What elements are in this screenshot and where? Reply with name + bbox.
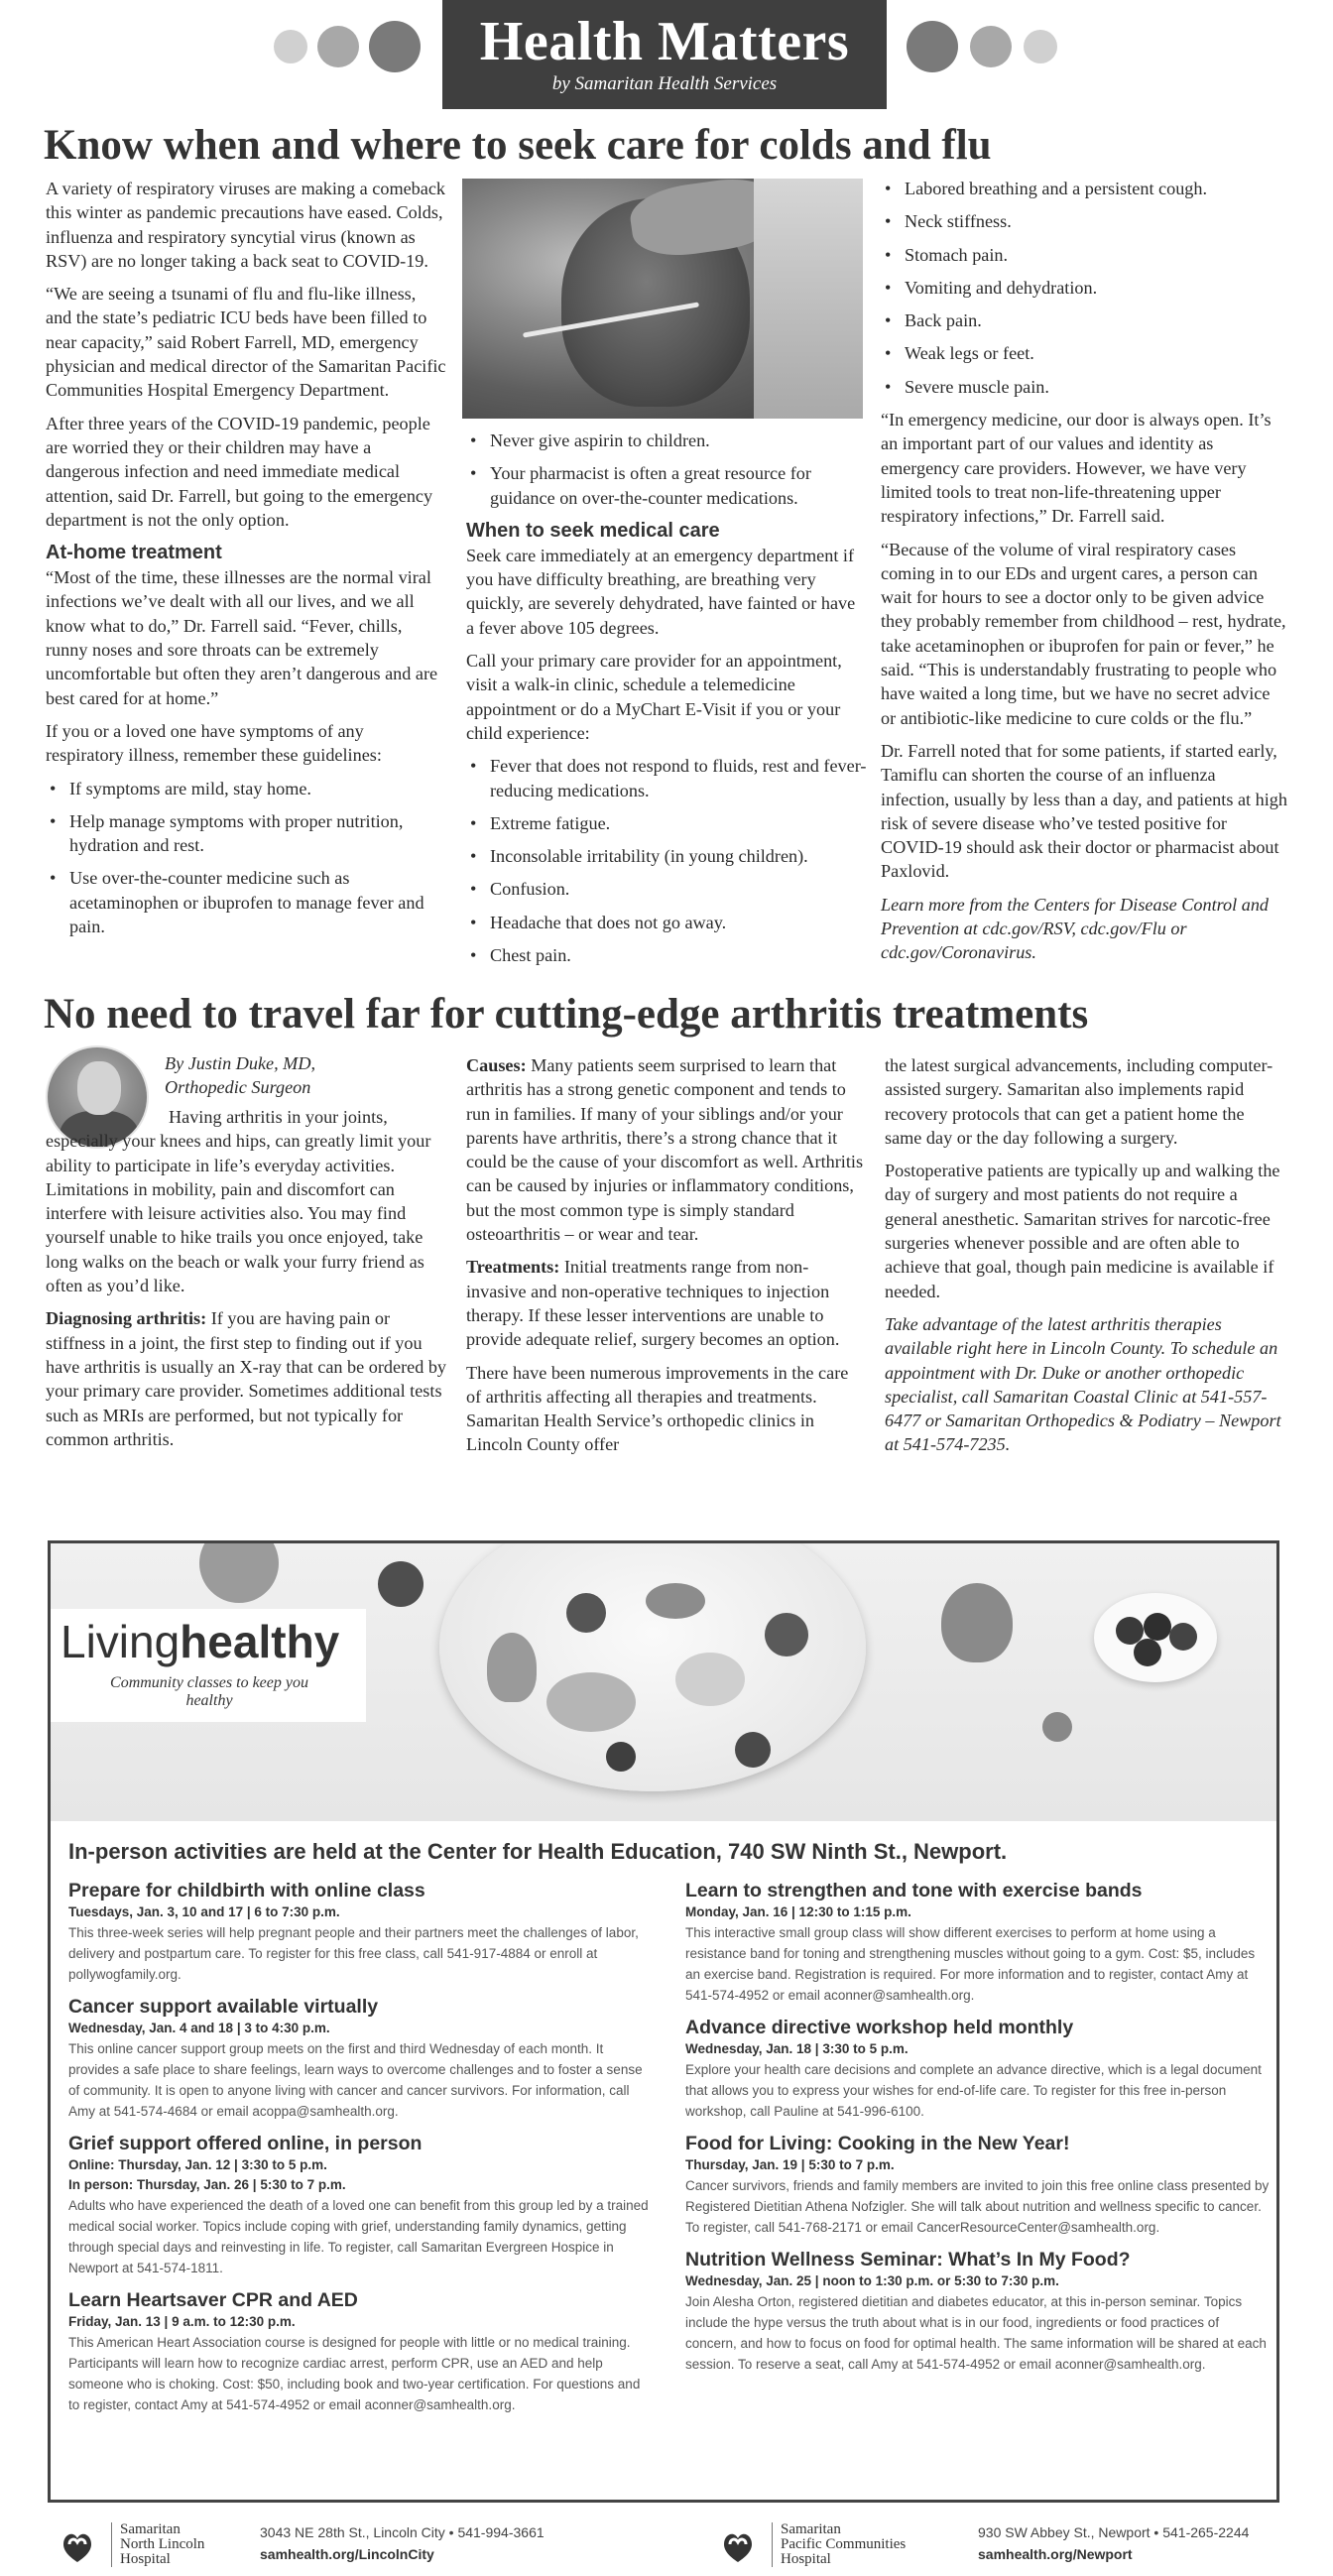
list-item: • Stomach pain. [881, 243, 1287, 267]
paragraph: “In emergency medicine, our door is always open. It’s an important part of our values and identity as emergency care providers. However, we have very limited tools to treat non-life-threatening upper respiratory infections,” Dr. Farrell said. [881, 410, 1272, 527]
logo-word-living: Living [61, 1616, 181, 1667]
article2-column-1 [46, 1105, 452, 1460]
event-title: Prepare for childbirth with online class [68, 1880, 425, 1901]
logo-word-healthy: healthy [180, 1616, 340, 1667]
article1-headline: Know when and where to seek care for colds and flu [44, 122, 992, 169]
logo-tagline: Community classes to keep you healthy [110, 1674, 308, 1709]
masthead-subtitle: by Samaritan Health Services [551, 73, 778, 94]
event-title: Advance directive workshop held monthly [685, 2017, 1074, 2038]
event-title: Nutrition Wellness Seminar: What’s In My Food? [685, 2249, 1131, 2270]
event-title: Cancer support available virtually [68, 1996, 379, 2018]
list-item: • Inconsolable irritability (in young children). [466, 844, 867, 868]
event-item [685, 2016, 1271, 2122]
article1-column-2 [466, 429, 867, 976]
event-item [685, 1879, 1271, 2006]
subhead-when-to-seek-care: When to seek medical care [466, 519, 720, 542]
list-item: • Back pain. [881, 308, 1287, 332]
byline-title: Orthopedic Surgeon [165, 1077, 311, 1098]
living-healthy-intro: In-person activities are held at the Center for Health Education, 740 SW Ninth St., Newport. [68, 1839, 1008, 1864]
event-description: This three-week series will help pregnant people and their partners meet the challenges of labor, delivery and postpartum care. To register for this free class, call 541-917-4884 or enroll at pollywogfamily.org. [68, 1925, 639, 1982]
masthead [0, 0, 1333, 111]
paragraph-text: Many patients seem surprised to learn that arthritis has a strong genetic component and tends to run in families. If many of your siblings and/or your parents have arthritis, there’s a strong chance that it could be the cause of your discomfort as well. Arthritis can be caused by injuries or inflammatory conditions, but the most common type is simply standard osteoarthritis – or wear and tear. [466, 1055, 864, 1245]
decorative-dot [907, 21, 958, 72]
event-date: Wednesday, Jan. 4 and 18 | 3 to 4:30 p.m. [68, 2021, 330, 2035]
event-item [685, 2132, 1271, 2238]
paragraph-text: Initial treatments range from non-invasive and non-operative techniques to injection therapy. If these lesser interventions are unable to provide adequate relief, surgery becomes an option. [466, 1257, 840, 1350]
living-healthy-section [48, 1540, 1279, 2503]
event-description: Cancer survivors, friends and family members are invited to join this free online class presented by Registered Dietitian Athena Nofzigler. She will talk about nutrition and wellness specific to cancer. To register, call 541-768-2171 or email CancerResourceCenter@samhealth.org. [685, 2178, 1270, 2235]
paragraph: “Because of the volume of viral respiratory cases coming in to our EDs and urgent cares, a person can wait for hours to see a doctor only to be given advice they probably remember from childhood – rest, hydrate, take acetaminophen or ibuprofen for pain or fever,” he said. “This is understandably frustrating to people who have waited a long time, but we have no secret advice or antibiotic-like medicine to cure colds or the flu.” [881, 539, 1286, 728]
article1-column-1 [46, 177, 446, 947]
cdc-reference: Learn more from the Centers for Disease Control and Prevention at cdc.gov/RSV, cdc.gov/Flu or cdc.gov/Coronavirus. [881, 894, 1270, 963]
decorative-dot [317, 26, 359, 67]
list-item: • Use over-the-counter medicine such as acetaminophen or ibuprofen to manage fever and pain. [46, 866, 446, 938]
article2-headline: No need to travel far for cutting-edge arthritis treatments [44, 991, 1089, 1038]
article2-column-2 [466, 1053, 867, 1466]
paragraph [46, 1306, 452, 1451]
paragraph: Call your primary care provider for an appointment, visit a walk-in clinic, schedule a telemedicine appointment or do a MyChart E-Visit if you or your child experience: [466, 651, 842, 743]
paragraph-text: Having arthritis in your joints, especially your knees and hips, can greatly limit your ability to participate in life’s everyday activities. Limitations in mobility, pain and discomfort can interfere with leisure activities also. You may find yourself unable to hike trails you once enjoyed, take long walks on the beach or walk your furry friend as often as you’d like. [46, 1107, 431, 1296]
event-description: Explore your health care decisions and complete an advance directive, which is a legal document that allows you to express your wishes for end-of-life care. To register for this free in-person workshop, call Pauline at 541-996-6100. [685, 2062, 1262, 2119]
events-column-left [68, 1879, 654, 2425]
event-item [68, 2132, 654, 2278]
list-item: • Never give aspirin to children. [466, 429, 867, 452]
event-date: Online: Thursday, Jan. 12 | 3:30 to 5 p.m. [68, 2157, 327, 2172]
footer [0, 2516, 1333, 2576]
list-item: • Labored breathing and a persistent cough. [881, 177, 1287, 200]
hospital-name-pacific-communities: Samaritan Pacific Communities Hospital [772, 2522, 906, 2567]
link-newport[interactable]: samhealth.org/Newport [978, 2546, 1133, 2562]
event-item [68, 1995, 654, 2122]
event-title: Learn Heartsaver CPR and AED [68, 2289, 358, 2311]
paragraph: the latest surgical advancements, including computer-assisted surgery. Samaritan also implements rapid recovery protocols that can get a patient home the same day or the day following a surgery. [885, 1055, 1273, 1148]
event-date-secondary: In person: Thursday, Jan. 26 | 5:30 to 7 p.m. [68, 2177, 346, 2192]
event-description: This interactive small group class will show different exercises to perform at home using a resistance band for toning and strengthening muscles without going to a gym. Cost: $5, includes an exercise band. Registration is required. For more information and to register, contact Amy at 541-574-4952 or email aconner@samhealth.org. [685, 1925, 1256, 2003]
decorative-dot [274, 30, 307, 63]
paragraph: If you or a loved one have symptoms of any respiratory illness, remember these guidelines: [46, 720, 382, 766]
paragraph: “We are seeing a tsunami of flu and flu-like illness, and the state’s pediatric ICU beds have been filled to near capacity,” said Robert Farrell, MD, emergency physician and medical director of the Samaritan Pacific Communities Hospital Emergency Department. [46, 284, 446, 401]
paragraph-text: If you are having pain or stiffness in a joint, the first step to finding out if you have arthritis is usually an X-ray that can be ordered by your primary care provider. Sometimes additional tests such as MRIs are performed, but not typically for common arthritis. [46, 1308, 447, 1449]
article2-column-3 [885, 1053, 1281, 1466]
paragraph: “Most of the time, these illnesses are the normal viral infections we’ve dealt with all our lives, and we all know what to do,” Dr. Farrell said. “Fever, chills, runny noses and sore throats can be extremely uncomfortable but often they aren’t dangerous and are best cared for at home.” [46, 567, 438, 708]
event-title: Food for Living: Cooking in the New Year! [685, 2133, 1070, 2154]
paragraph: After three years of the COVID-19 pandemic, people are worried they or their children may have a dangerous infection and need immediate medical attention, said Dr. Farrell, but going to the emergency department is not the only option. [46, 413, 433, 530]
list-item: • Severe muscle pain. [881, 375, 1287, 399]
samaritan-logo-icon [56, 2522, 99, 2566]
olive-bowl-image [1094, 1593, 1217, 1682]
list-item: • Your pharmacist is often a great resource for guidance on over-the-counter medications. [466, 461, 867, 510]
list-item: • Fever that does not respond to fluids, rest and fever-reducing medications. [466, 754, 867, 802]
lead-in-diagnosing: Diagnosing arthritis: [46, 1308, 207, 1329]
paragraph [466, 1053, 867, 1246]
subhead-at-home-treatment: At-home treatment [46, 542, 222, 564]
event-description: Adults who have experienced the death of a loved one can benefit from this group led by a trained medical social worker. Topics include coping with grief, understanding family dynamics, getting through special days and reinvesting in life. To register, call Samaritan Evergreen Hospice in Newport at 541-574-1811. [68, 2198, 649, 2275]
list-item: • Neck stiffness. [881, 209, 1287, 233]
samaritan-logo-icon [716, 2522, 760, 2566]
decorative-dot [970, 26, 1012, 67]
event-date: Monday, Jan. 16 | 12:30 to 1:15 p.m. [685, 1904, 911, 1919]
link-lincoln-city[interactable]: samhealth.org/LincolnCity [260, 2546, 434, 2562]
event-description: This online cancer support group meets on the first and third Wednesday of each month. It provides a safe place to share feelings, learn ways to overcome challenges and to foster a sense of community. It is open to anyone living with cancer and cancer survivors. For information, call Amy at 541-574-4684 or email acoppa@samhealth.org. [68, 2041, 643, 2119]
list-item: • Chest pain. [466, 943, 867, 967]
list-item: • Extreme fatigue. [466, 811, 867, 835]
event-item [68, 1879, 654, 1985]
list-item: • Weak legs or feet. [881, 341, 1287, 365]
living-healthy-banner-image [51, 1543, 1276, 1821]
event-date: Wednesday, Jan. 18 | 3:30 to 5 p.m. [685, 2041, 909, 2056]
list-item: • Vomiting and dehydration. [881, 276, 1287, 300]
event-title: Grief support offered online, in person [68, 2133, 423, 2154]
list-item: • Confusion. [466, 877, 867, 901]
event-description: Join Alesha Orton, registered dietitian and diabetes educator, at this in-person seminar. Topics include the hype versus the truth about what is in our food, ingredients or food practices of concern, and how to focus on food for optimal health. The same information will be shared at each session. To reserve a seat, call Amy at 541-574-4952 or email aconner@samhealth.org. [685, 2294, 1267, 2372]
event-item [685, 2248, 1271, 2375]
symptoms-list [466, 754, 867, 967]
event-date: Thursday, Jan. 19 | 5:30 to 7 p.m. [685, 2157, 895, 2172]
decorative-dot [369, 21, 421, 72]
event-title: Learn to strengthen and tone with exercise bands [685, 1880, 1143, 1901]
decorative-dot [1024, 30, 1057, 63]
list-item: • Help manage symptoms with proper nutrition, hydration and rest. [46, 809, 446, 858]
paragraph: Seek care immediately at an emergency department if you have difficulty breathing, are breathing very quickly, are severely dehydrated, have fainted or have a fever above 105 degrees. [466, 545, 856, 638]
event-item [68, 2288, 654, 2415]
byline-author: By Justin Duke, MD, [165, 1053, 316, 1073]
paragraph: A variety of respiratory viruses are making a comeback this winter as pandemic precautions have eased. Colds, influenza and respiratory syncytial virus (known as RSV) are no longer taking a back seat to COVID-19. [46, 179, 446, 271]
masthead-title-box [442, 0, 887, 109]
address-pacific-communities: 930 SW Abbey St., Newport • 541-265-2244 [978, 2524, 1250, 2540]
event-date: Friday, Jan. 13 | 9 a.m. to 12:30 p.m. [68, 2314, 296, 2329]
medication-tips-list [466, 429, 867, 510]
events-column-right [685, 1879, 1271, 2385]
symptoms-list-continued [881, 177, 1287, 399]
paragraph [466, 1255, 867, 1351]
hospital-name-north-lincoln: Samaritan North Lincoln Hospital [111, 2522, 204, 2567]
living-healthy-logo [51, 1609, 366, 1722]
lead-in-treatments: Treatments: [466, 1257, 560, 1278]
list-item: • Headache that does not go away. [466, 911, 867, 934]
paragraph: Postoperative patients are typically up and walking the day of surgery and most patients do not require a general anesthetic. Samaritan strives for narcotic-free surgeries whenever possible and are often able to achieve that goal, though pain medicine is available if needed. [885, 1161, 1280, 1301]
appointment-info: Take advantage of the latest arthritis therapies available right here in Lincoln County. To schedule an appointment with Dr. Duke or another orthopedic specialist, call Samaritan Coastal Clinic at 541-557-6477 or Samaritan Orthopedics & Podiatry – Newport at 541-574-7235. [885, 1313, 1281, 1455]
article1-column-3 [881, 177, 1287, 974]
event-date: Tuesdays, Jan. 3, 10 and 17 | 6 to 7:30 p.m. [68, 1904, 340, 1919]
paragraph: Dr. Farrell noted that for some patients, if started early, Tamiflu can shorten the course of an influenza infection, usually by less than a day, and patients at high risk of severe disease who’ve tested positive for COVID-19 should ask their doctor or pharmacist about Paxlovid. [881, 740, 1287, 882]
event-date: Wednesday, Jan. 25 | noon to 1:30 p.m. or 5:30 to 7:30 p.m. [685, 2273, 1059, 2288]
event-description: This American Heart Association course is designed for people with little or no medical training. Participants will learn how to recognize cardiac arrest, perform CPR, use an AED and help someone who is choking. Cost: $50, including book and two-year certification. For questions and to register, contact Amy at 541-574-4952 or email aconner@samhealth.org. [68, 2335, 641, 2412]
lead-in-causes: Causes: [466, 1055, 527, 1075]
guidelines-list [46, 777, 446, 939]
address-north-lincoln: 3043 NE 28th St., Lincoln City • 541-994-3661 [260, 2524, 545, 2540]
sick-child-photo [462, 179, 863, 419]
paragraph [46, 1105, 452, 1297]
paragraph: There have been numerous improvements in the care of arthritis affecting all therapies and treatments. Samaritan Health Service’s orthopedic clinics in Lincoln County offer [466, 1362, 849, 1455]
byline [165, 1051, 413, 1100]
list-item: • If symptoms are mild, stay home. [46, 777, 446, 800]
masthead-title: Health Matters [479, 11, 850, 72]
